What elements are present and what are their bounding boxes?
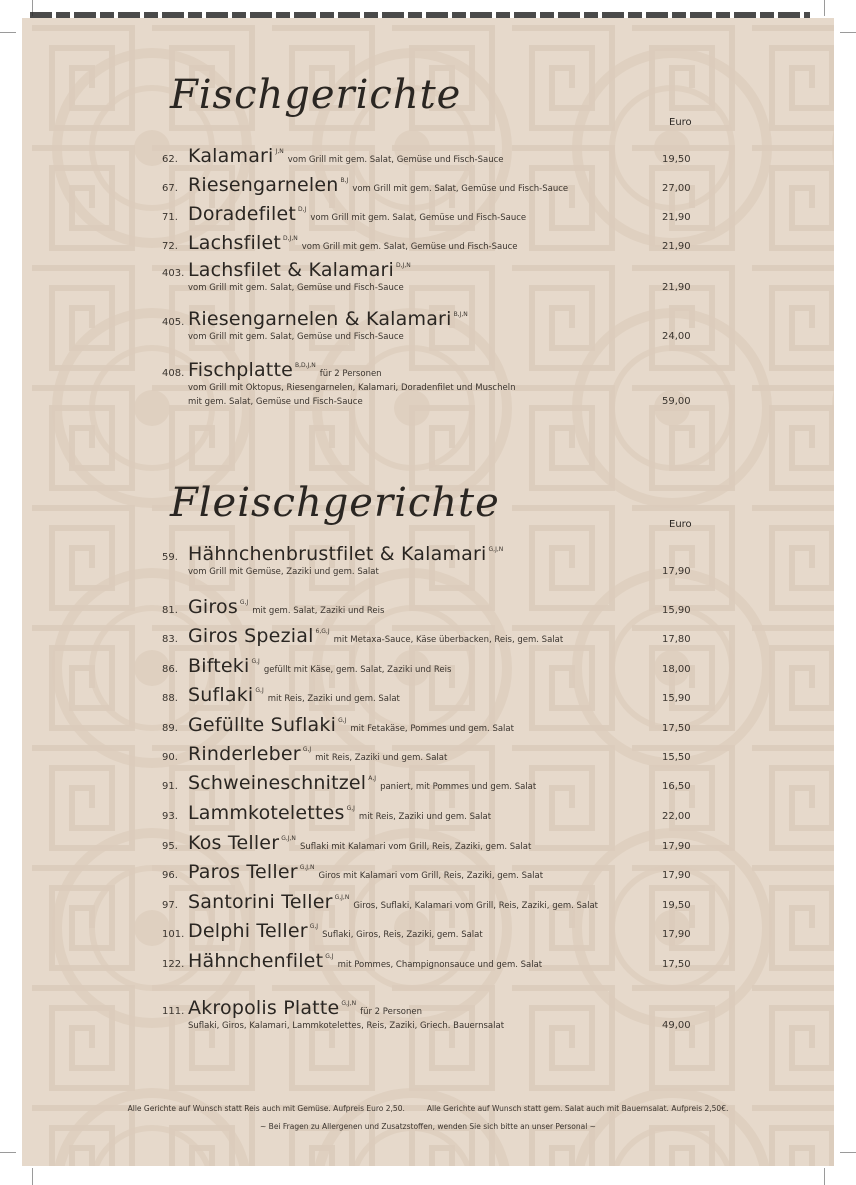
item-description: vom Grill mit gem. Salat, Gemüse und Fisch-Sauce: [352, 184, 569, 194]
item-price: 21,90: [662, 282, 691, 293]
crop-mark: [824, 0, 825, 16]
item-number: 405.: [162, 317, 185, 328]
crop-mark: [840, 32, 856, 33]
allergen-codes: G,J: [251, 658, 260, 665]
item-price: 17,50: [662, 959, 691, 970]
menu-item: [0, 143, 856, 165]
item-heading: [188, 174, 568, 196]
item-number: 83.: [162, 634, 178, 645]
item-name: Lachsfilet: [188, 232, 282, 254]
item-number: 96.: [162, 870, 178, 881]
item-number: 90.: [162, 752, 178, 763]
item-description: vom Grill mit Gemüse, Zaziki und gem. Salat: [188, 567, 379, 577]
item-heading: [188, 802, 491, 824]
item-price: 15,90: [662, 605, 691, 616]
item-number: 91.: [162, 781, 178, 792]
item-description: vom Grill mit gem. Salat, Gemüse und Fisch-Sauce: [188, 332, 404, 342]
item-heading: [188, 997, 422, 1019]
item-description: vom Grill mit gem. Salat, Gemüse und Fisch-Sauce: [287, 155, 504, 165]
item-name: Schweineschnitzel: [188, 772, 367, 794]
item-heading: [188, 655, 451, 677]
item-description: Suflaki mit Kalamari vom Grill, Reis, Zaziki, gem. Salat: [299, 842, 532, 852]
item-price: 17,50: [662, 723, 691, 734]
item-description-line2: mit gem. Salat, Gemüse und Fisch-Sauce: [188, 397, 363, 407]
item-number: 408.: [162, 368, 185, 379]
menu-item: [0, 653, 856, 675]
item-name: Santorini Teller: [188, 891, 333, 913]
crop-mark: [824, 1168, 825, 1185]
item-name: Giros: [188, 596, 238, 618]
item-heading: [188, 203, 526, 225]
crop-mark: [0, 1152, 16, 1153]
allergen-codes: G,J,N: [299, 864, 315, 871]
item-price: 49,00: [662, 1020, 691, 1031]
item-price: 59,00: [662, 396, 691, 407]
allergen-codes: B,D,J,N: [294, 362, 316, 369]
item-name: Delphi Teller: [188, 920, 308, 942]
allergen-codes: G,J: [325, 953, 334, 960]
item-description: paniert, mit Pommes und gem. Salat: [380, 782, 537, 792]
allergen-codes: J,N: [275, 148, 284, 155]
item-description: Giros mit Kalamari vom Grill, Reis, Zaziki, gem. Salat: [318, 871, 544, 881]
allergen-codes: G,J: [346, 805, 355, 812]
menu-item: [0, 357, 856, 379]
item-heading: [188, 861, 543, 883]
item-heading: [188, 232, 518, 254]
item-description: Suflaki, Giros, Kalamari, Lammkotelettes, Reis, Zaziki, Griech. Bauernsalat: [188, 1021, 505, 1031]
item-description: mit gem. Salat, Zaziki und Reis: [252, 606, 385, 616]
item-price: 17,80: [662, 634, 691, 645]
item-heading: [188, 596, 384, 618]
item-name: Suflaki: [188, 684, 254, 706]
allergen-note: ~ Bei Fragen zu Allergenen und Zusatzstoffen, wenden Sie sich bitte an unser Personal ~: [260, 1122, 596, 1131]
allergen-codes: G,J,N: [281, 835, 296, 842]
item-name: Doradefilet: [188, 203, 297, 225]
item-heading: [188, 259, 411, 281]
menu-item: [0, 230, 856, 252]
item-price: 24,00: [662, 331, 691, 342]
allergen-codes: G,J,N: [488, 546, 504, 553]
allergen-codes: G,J: [309, 923, 319, 930]
item-heading: [188, 625, 563, 647]
item-name: Hähnchenfilet: [188, 950, 324, 972]
item-name: Kalamari: [188, 145, 274, 167]
item-heading: [188, 145, 504, 167]
menu-item: [0, 889, 856, 911]
item-number: 71.: [162, 212, 178, 223]
crop-mark: [32, 1168, 33, 1185]
item-number: 89.: [162, 723, 178, 734]
item-name: Lachsfilet & Kalamari: [188, 259, 395, 281]
item-price: 17,90: [662, 566, 691, 577]
allergen-codes: G,J: [302, 746, 312, 753]
allergen-codes: G,J: [255, 687, 264, 694]
item-name: Riesengarnelen: [188, 174, 339, 196]
menu-item: [0, 172, 856, 194]
top-border-band: [30, 12, 810, 18]
item-description: vom Grill mit gem. Salat, Gemüse und Fisch-Sauce: [301, 242, 518, 252]
crop-mark: [0, 32, 16, 33]
item-number: 101.: [162, 929, 185, 940]
item-description: Suflaki, Giros, Reis, Zaziki, gem. Salat: [322, 930, 483, 940]
item-heading: [188, 543, 503, 565]
item-name: Rinderleber: [188, 743, 301, 765]
euro-label: Euro: [669, 519, 692, 530]
item-description: mit Reis, Zaziki und gem. Salat: [358, 812, 492, 822]
menu-item: [0, 800, 856, 822]
item-heading: [188, 832, 531, 854]
item-description: mit Fetakäse, Pommes und gem. Salat: [350, 724, 514, 734]
item-price: 21,90: [662, 241, 691, 252]
menu-item: [0, 594, 856, 616]
item-price: 15,90: [662, 693, 691, 704]
menu-item: [0, 770, 856, 792]
allergen-codes: G,J,N: [334, 894, 350, 901]
allergen-codes: 6,G,J: [315, 628, 330, 635]
item-number: 97.: [162, 900, 178, 911]
menu-item: [0, 741, 856, 763]
item-description: mit Pommes, Champignonsauce und gem. Salat: [337, 960, 543, 970]
item-name: Riesengarnelen & Kalamari: [188, 308, 452, 330]
allergen-codes: G,J: [239, 599, 249, 606]
item-heading: [188, 950, 542, 972]
item-heading: [188, 772, 536, 794]
item-price: 27,00: [662, 183, 691, 194]
item-number: 81.: [162, 605, 178, 616]
menu-item: [0, 201, 856, 223]
menu-item: [0, 859, 856, 881]
item-price: 15,50: [662, 752, 691, 763]
item-price: 21,90: [662, 212, 691, 223]
item-heading: [188, 920, 483, 942]
item-price: 17,90: [662, 841, 691, 852]
item-heading: [188, 359, 382, 381]
section-title-meat: Fleischgerichte: [170, 480, 500, 526]
menu-item: [0, 830, 856, 852]
item-number: 62.: [162, 154, 178, 165]
menu-item: [0, 623, 856, 645]
item-heading: [188, 891, 598, 913]
item-price: 17,90: [662, 929, 691, 940]
item-number: 95.: [162, 841, 178, 852]
item-description: vom Grill mit gem. Salat, Gemüse und Fisch-Sauce: [310, 213, 527, 223]
item-description: für 2 Personen: [319, 369, 382, 379]
item-number: 72.: [162, 241, 178, 252]
item-description: vom Grill mit gem. Salat, Gemüse und Fisch-Sauce: [188, 283, 404, 293]
item-name: Bifteki: [188, 655, 250, 677]
item-description: gefüllt mit Käse, gem. Salat, Zaziki und Reis: [263, 665, 452, 675]
item-description: Giros, Suflaki, Kalamari vom Grill, Reis, Zaziki, gem. Salat: [353, 901, 599, 911]
menu-item: [0, 541, 856, 563]
allergen-codes: B,J: [340, 177, 349, 184]
item-description: mit Reis, Zaziki und gem. Salat: [267, 694, 400, 704]
footer-notes: [0, 1104, 856, 1113]
item-price: 19,50: [662, 900, 691, 911]
item-name: Fischplatte: [188, 359, 293, 381]
menu-item: [0, 918, 856, 940]
item-heading: [188, 684, 400, 706]
item-description: für 2 Personen: [360, 1007, 422, 1017]
footer-note-salad: Alle Gerichte auf Wunsch statt gem. Salat auch mit Bauernsalat. Aufpreis 2,50€.: [426, 1104, 729, 1113]
allergen-codes: G,J,N: [341, 1000, 357, 1007]
item-number: 88.: [162, 693, 178, 704]
item-number: 111.: [162, 1006, 185, 1017]
item-name: Gefüllte Suflaki: [188, 714, 337, 736]
item-price: 22,00: [662, 811, 691, 822]
item-name: Giros Spezial: [188, 625, 314, 647]
menu-item: [0, 712, 856, 734]
item-price: 19,50: [662, 154, 691, 165]
menu-item: [0, 948, 856, 970]
item-heading: [188, 743, 447, 765]
menu-item: [0, 306, 856, 328]
allergen-codes: D,J,N: [283, 235, 298, 242]
item-name: Hähnchenbrustfilet & Kalamari: [188, 543, 487, 565]
item-number: 403.: [162, 268, 185, 279]
item-heading: [188, 714, 514, 736]
item-heading: [188, 308, 468, 330]
footer-note-rice: Alle Gerichte auf Wunsch statt Reis auch mit Gemüse. Aufpreis Euro 2,50.: [127, 1104, 405, 1113]
menu-item: [0, 995, 856, 1017]
allergen-codes: G,J: [338, 717, 347, 724]
item-name: Paros Teller: [188, 861, 298, 883]
allergen-codes: A,J: [368, 775, 377, 782]
crop-mark: [840, 1152, 856, 1153]
item-number: 67.: [162, 183, 178, 194]
euro-label: Euro: [669, 117, 692, 128]
item-name: Lammkotelettes: [188, 802, 345, 824]
allergen-codes: B,J,N: [453, 311, 468, 318]
item-number: 122.: [162, 959, 185, 970]
item-price: 18,00: [662, 664, 691, 675]
item-number: 86.: [162, 664, 178, 675]
item-number: 93.: [162, 811, 178, 822]
menu-item: [0, 257, 856, 279]
item-description: vom Grill mit Oktopus, Riesengarnelen, Kalamari, Doradenfilet und Muscheln: [188, 383, 516, 393]
item-price: 17,90: [662, 870, 691, 881]
menu-item: [0, 682, 856, 704]
item-name: Akropolis Platte: [188, 997, 340, 1019]
item-price: 16,50: [662, 781, 691, 792]
item-description: mit Reis, Zaziki und gem. Salat: [315, 753, 448, 763]
section-title-fish: Fischgerichte: [170, 72, 462, 118]
item-number: 59.: [162, 552, 178, 563]
allergen-codes: D,J: [298, 206, 307, 213]
item-name: Kos Teller: [188, 832, 280, 854]
item-description: mit Metaxa-Sauce, Käse überbacken, Reis, gem. Salat: [333, 635, 564, 645]
allergen-codes: D,J,N: [396, 262, 411, 269]
